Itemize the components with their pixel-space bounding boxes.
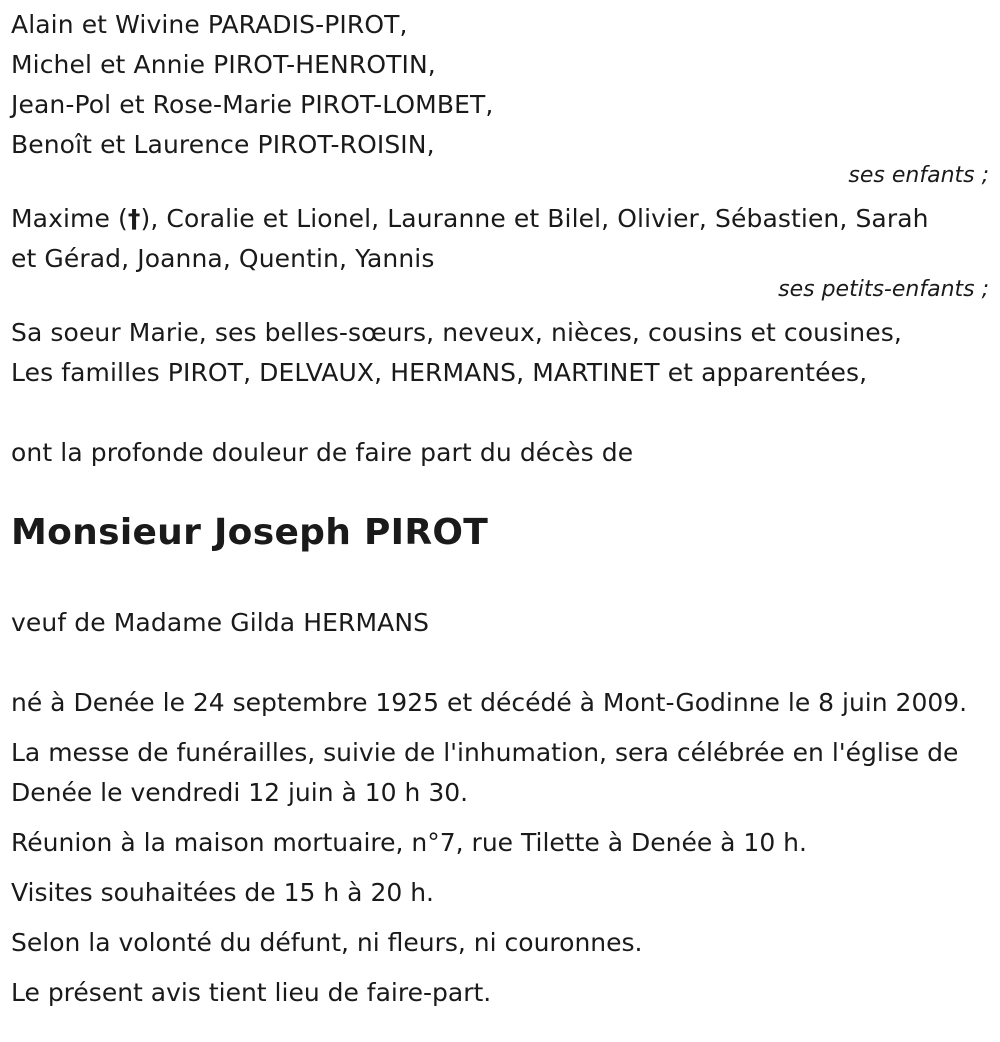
children-list [11, 0, 991, 165]
flowers-paragraph: Selon la volonté du défunt, ni fleurs, ni couronnes. [11, 928, 643, 957]
children-line-4: Benoît et Laurence PIROT-ROISIN, [11, 130, 435, 159]
funeral-paragraph: La messe de funérailles, suivie de l'inhumation, sera célébrée en l'église de Denée le vendredi 12 juin à 10 h 30. [11, 738, 959, 807]
announcement-text: ont la profonde douleur de faire part du décès de [11, 438, 634, 467]
cross-icon: † [127, 204, 141, 233]
obituary-notice [11, 0, 991, 1023]
children-line-3: Jean-Pol et Rose-Marie PIROT-LOMBET, [11, 90, 494, 119]
grandchildren-line-1 [11, 199, 991, 239]
family-line-2: Les familles PIROT, DELVAUX, HERMANS, MARTINET et apparentées, [11, 358, 868, 387]
grandchildren-rest: ), Coralie et Lionel, Lauranne et Bilel, Olivier, Sébastien, Sarah [140, 204, 929, 233]
visits-paragraph: Visites souhaitées de 15 h à 20 h. [11, 878, 434, 907]
grandchildren-list [11, 199, 991, 279]
children-label: ses enfants ; [848, 163, 989, 188]
deceased-name: Monsieur Joseph PIROT [11, 512, 489, 553]
family-line-1: Sa soeur Marie, ses belles-sœurs, neveux, nièces, cousins et cousines, [11, 318, 902, 347]
notice-paragraph: Le présent avis tient lieu de faire-part. [11, 978, 492, 1007]
details [11, 683, 971, 1013]
children-line-1: Alain et Wivine PARADIS-PIROT, [11, 10, 408, 39]
birth-death-paragraph: né à Denée le 24 septembre 1925 et décédé à Mont-Godinne le 8 juin 2009. [11, 688, 968, 717]
gathering-paragraph: Réunion à la maison mortuaire, n°7, rue Tilette à Denée à 10 h. [11, 828, 807, 857]
grandchildren-label: ses petits-enfants ; [778, 277, 989, 302]
children-line-2: Michel et Annie PIROT-HENROTIN, [11, 50, 436, 79]
grandchildren-line-2: et Gérad, Joanna, Quentin, Yannis [11, 244, 435, 273]
widower-of: veuf de Madame Gilda HERMANS [11, 608, 430, 637]
grandchildren-prefix: Maxime ( [11, 204, 128, 233]
family-list [11, 313, 991, 393]
